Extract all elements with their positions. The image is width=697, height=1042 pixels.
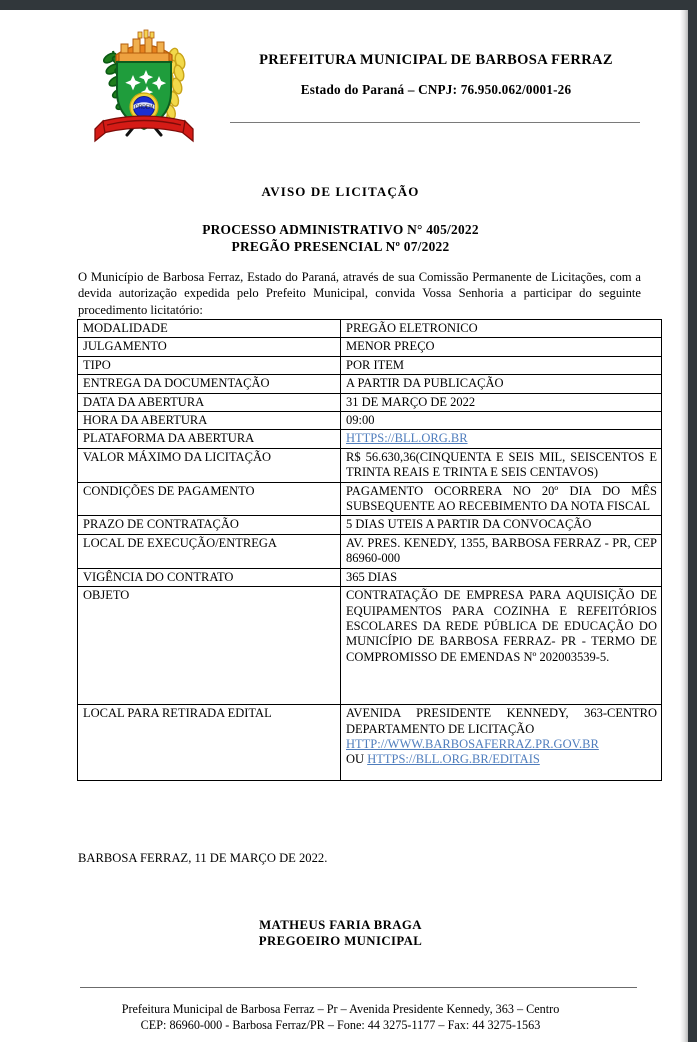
row-label: CONDIÇÕES DE PAGAMENTO bbox=[78, 482, 341, 516]
row-value: PAGAMENTO OCORRERA NO 20º DIA DO MÊS SUBSEQUENTE AO RECEBIMENTO DA NOTA FISCAL bbox=[341, 482, 662, 516]
row-label: TIPO bbox=[78, 356, 341, 374]
row-value: AV. PRES. KENEDY, 1355, BARBOSA FERRAZ - PR, CEP 86960-000 bbox=[341, 534, 662, 568]
prefeitura-site-link[interactable]: HTTP://WWW.BARBOSAFERRAZ.PR.GOV.BR bbox=[346, 736, 599, 751]
footer bbox=[0, 1001, 681, 1033]
table-row bbox=[78, 412, 662, 430]
row-value: POR ITEM bbox=[341, 356, 662, 374]
signature-block bbox=[0, 918, 681, 949]
bll-editais-link[interactable]: HTTPS://BLL.ORG.BR/EDITAIS bbox=[367, 752, 540, 767]
row-label: VALOR MÁXIMO DA LICITAÇÃO bbox=[78, 448, 341, 482]
header-title-block bbox=[230, 52, 642, 98]
row-label: HORA DA ABERTURA bbox=[78, 412, 341, 430]
signer-role: PREGOEIRO MUNICIPAL bbox=[258, 933, 423, 948]
row-label: PLATAFORMA DA ABERTURA bbox=[78, 430, 341, 448]
document-header bbox=[0, 10, 681, 138]
footer-line-1: Prefeitura Municipal de Barbosa Ferraz – Pr – Avenida Presidente Kennedy, 363 – Centro bbox=[121, 1002, 560, 1016]
process-subtitle bbox=[0, 222, 681, 255]
row-value: 365 DIAS bbox=[341, 568, 662, 586]
svg-text:ORDEM: ORDEM bbox=[134, 104, 154, 111]
header-divider bbox=[230, 122, 640, 123]
viewer-top-bar bbox=[0, 0, 697, 10]
row-label: PRAZO DE CONTRATAÇÃO bbox=[78, 516, 341, 534]
table-row bbox=[78, 516, 662, 534]
row-label: ENTREGA DA DOCUMENTAÇÃO bbox=[78, 375, 341, 393]
row-label: LOCAL DE EXECUÇÃO/ENTREGA bbox=[78, 534, 341, 568]
row-value: 09:00 bbox=[341, 412, 662, 430]
signer-name: MATHEUS FARIA BRAGA bbox=[259, 918, 422, 932]
row-label: MODALIDADE bbox=[78, 320, 341, 338]
row-label: DATA DA ABERTURA bbox=[78, 393, 341, 411]
modality-number: PREGÃO PRESENCIAL Nº 07/2022 bbox=[231, 238, 450, 254]
table-row-retirada bbox=[78, 705, 662, 781]
document-page bbox=[0, 10, 681, 1042]
table-row bbox=[78, 482, 662, 516]
footer-line-2: CEP: 86960-000 - Barbosa Ferraz/PR – Fone: 44 3275-1177 – Fax: 44 3275-1563 bbox=[140, 1018, 541, 1032]
retirada-conjunction: OU bbox=[346, 752, 368, 767]
closing-place-date: BARBOSA FERRAZ, 11 DE MARÇO DE 2022. bbox=[78, 851, 328, 865]
table-row bbox=[78, 448, 662, 482]
row-value: 31 DE MARÇO DE 2022 bbox=[341, 393, 662, 411]
organization-name: PREFEITURA MUNICIPAL DE BARBOSA FERRAZ bbox=[259, 52, 613, 68]
table-row bbox=[78, 534, 662, 568]
table-row bbox=[78, 568, 662, 586]
table-row bbox=[78, 356, 662, 374]
row-value bbox=[341, 430, 662, 448]
viewer-right-bar[interactable] bbox=[688, 10, 697, 1042]
table-row-plataforma bbox=[78, 430, 662, 448]
page-edge-shadow bbox=[680, 10, 688, 1042]
row-label: LOCAL PARA RETIRADA EDITAL bbox=[78, 705, 341, 781]
table-row bbox=[78, 375, 662, 393]
row-value: 5 DIAS UTEIS A PARTIR DA CONVOCAÇÃO bbox=[341, 516, 662, 534]
row-value: CONTRATAÇÃO DE EMPRESA PARA AQUISIÇÃO DE EQUIPAMENTOS PARA COZINHA E REFEITÓRIOS ESCOLARES DA REDE PÚBLICA DE EDUCAÇÃO DO MUNICÍPIO DE BARBOSA FERRAZ- PR - TERMO DE COMPROMISSO DE EMENDAS Nº 202003539-5. bbox=[341, 587, 662, 705]
row-value: MENOR PREÇO bbox=[341, 338, 662, 356]
row-value: R$ 56.630,36(CINQUENTA E SEIS MIL, SEISCENTOS E TRINTA REAIS E TRINTA E SEIS CENTAVOS) bbox=[341, 448, 662, 482]
organization-subtitle: Estado do Paraná – CNPJ: 76.950.062/0001-26 bbox=[300, 82, 572, 97]
row-label: VIGÊNCIA DO CONTRATO bbox=[78, 568, 341, 586]
intro-paragraph: O Município de Barbosa Ferraz, Estado do Paraná, através de sua Comissão Permanente de Licitações, com a devida autorização expedida pelo Prefeito Municipal, convida Vossa Senhoria a participar do seguinte procedimento licitatório: bbox=[78, 270, 641, 317]
licitacao-table bbox=[77, 319, 662, 781]
table-row bbox=[78, 320, 662, 338]
row-label: JULGAMENTO bbox=[78, 338, 341, 356]
retirada-address: AVENIDA PRESIDENTE KENNEDY, 363-CENTRO DEPARTAMENTO DE LICITAÇÃO bbox=[346, 706, 657, 736]
table-row-objeto bbox=[78, 587, 662, 705]
row-label: OBJETO bbox=[78, 587, 341, 705]
row-value bbox=[341, 705, 662, 781]
row-value: A PARTIR DA PUBLICAÇÃO bbox=[341, 375, 662, 393]
row-value: PREGÃO ELETRONICO bbox=[341, 320, 662, 338]
coat-of-arms-icon bbox=[83, 29, 205, 147]
page-title: AVISO DE LICITAÇÃO bbox=[261, 184, 420, 199]
table-row bbox=[78, 338, 662, 356]
table-row bbox=[78, 393, 662, 411]
bll-platform-link[interactable]: HTTPS://BLL.ORG.BR bbox=[346, 431, 468, 446]
footer-divider bbox=[80, 987, 637, 988]
process-number: PROCESSO ADMINISTRATIVO N° 405/2022 bbox=[202, 222, 479, 237]
